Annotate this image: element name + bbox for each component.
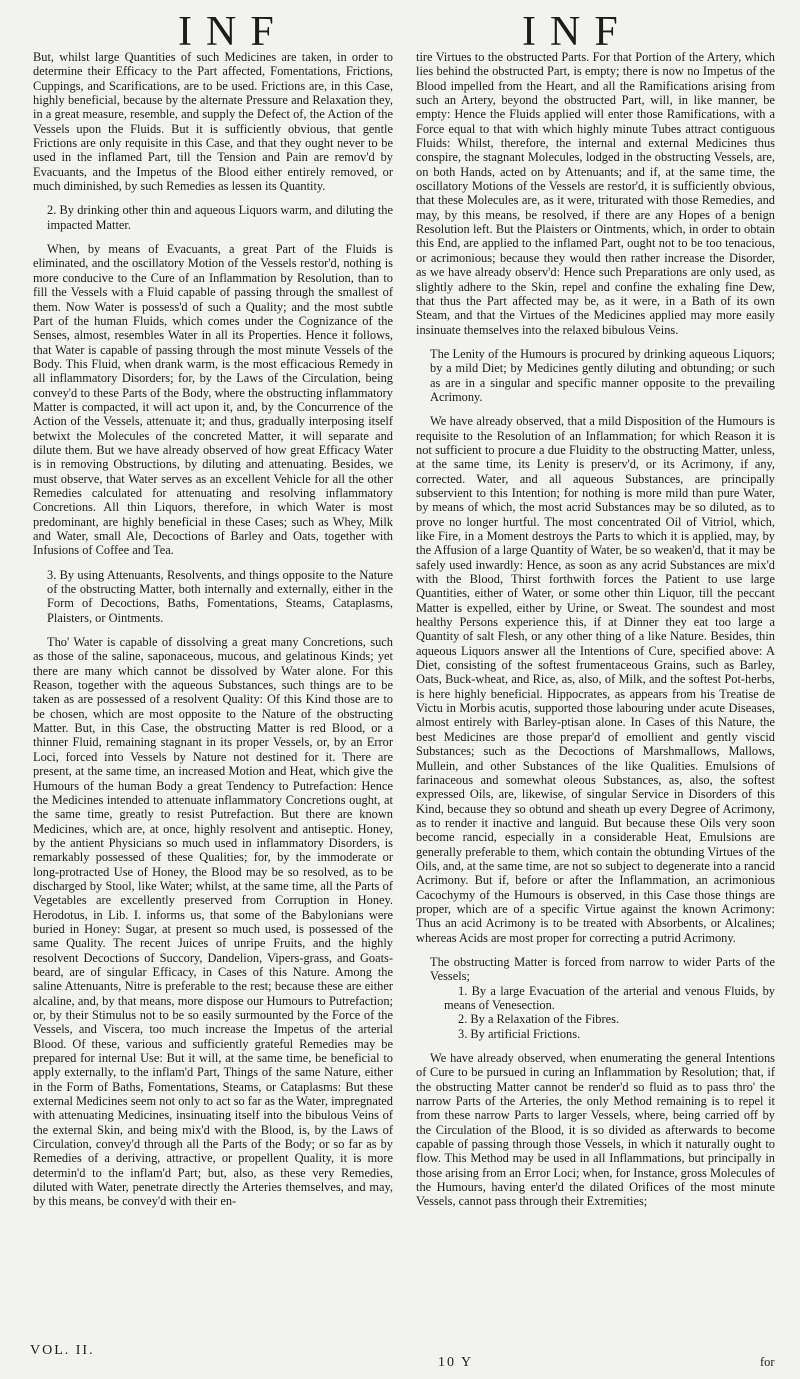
paragraph: tire Virtues to the obstructed Parts. For that Portion of the Artery, which lies behind the obstructed Part, is empty; there is now no Impetus of the Blood impelled from the Heart, and all the Ramifications arising from such an Artery, beyond the obstructed Part, will, in like manner, be empty: Hence the Fluids applied will enter those Ramifications, with a Force equal to that with which highly minute Tubes attract contiguous Fluids: Whilst, therefore, the internal and external Medicines thus conspire, the stagnant Molecules, lodged in the obstructing Vessels, are, on both Hands, acted on by Attenuants; and if, at the same time, the oscillatory Motions of the Vessels are restor'd, it is sufficiently obvious, that these Molecules are, as it were, triturated with those Remedies, and may, by this means, be resolved, if there are any Hopes of a benign Resolution left. But the Plaisters or Ointments, which, in order to obtain this End, are applied to the inflamed Part, ought not to be too tenacious, or acrimonious; because they would then rather increase the Disorder, as we have already observ'd: Hence such Preparations are only used, as slightly adhere to the Skin, repel and confine the exhaling fine Dew, that thus the Part affected may be, as it were, in a Bath of its own Steam, and that the Virtues of the Medicines applied may more easily insinuate themselves into the relaxed bibulous Veins. bbox=[416, 50, 775, 337]
paragraph: Tho' Water is capable of dissolving a great many Concretions, such as those of the saline, saponaceous, mucous, and gelatinous Kinds; yet there are many which cannot be dissolved by Water alone. For this Reason, together with the aqueous Substances, such things are to be taken as are possessed of a resolvent Quality: Of this Kind those are to be chosen, which are most opposite to the Nature of the obstructing Matter. But, in this Case, the obstructing Matter is red Blood, or a thinner Fluid, remaining stagnant in its proper Vessels, or, by an Error Loci, forced into Vessels by Nature not destined for it. There are present, at the same time, an increased Motion and Heat, which give the Humours of the human Body a great Tendency to Putrefaction: Hence the Medicines intended to attenuate inflammatory Concretions ought, at the same time, greatly to resist Putrefaction. But there are known Medicines, which are, at once, highly resolvent and antiseptic. Honey, by the antient Physicians so much used in inflammatory Disorders, is remarkably possessed of these Qualities; for, by the immoderate or long-protracted Use of Honey, the Blood may be so resolved, as to be discharged by Stool, like Water; whilst, at the same time, all the Parts of Vegetables are excellently preserved from Corruption in Honey. Herodotus, in Lib. I. informs us, that some of the Babylonians were buried in Honey: Sugar, at present so much used, is possessed of the same Quality. The recent Juices of unripe Fruits, and the highly resolvent Decoctions of Succory, Dandelion, Vipers-grass, and Goats-beard, are of singular Efficacy, in Cases of this Nature. Among the saline Attenuants, Nitre is preferable to the rest; because these are either alcaline, and, by that means, more dispose our Humours to Putrefaction; or, by their Stimulus not to be so easily surmounted by the Force of the Vessels, and Viscera, too much increase the Impetus of the arterial Blood. Of these, various and sufficiently grateful Remedies may be prepared for internal Use: But it will, at the same time, be beneficial to apply externally, to the inflam'd Part, Things of the same Nature, either in the Form of Baths, Fomentations, Steams, or Cataplasms: But these external Medicines seem not only to act so far as the Water, impregnated with attenuating Medicines, insinuating itself into the bibulous Veins of the external Skin, and being mix'd with the Blood, is, by the Laws of Circulation, convey'd through all the Parts of the Body; or so far as by Remedies of a deriving, attractive, or propellent Quality, it is more determin'd to the inflam'd Part; but, also, as these very Remedies, diluted with Water, penetrate directly the Arteries themselves, and may, by this means, be convey'd with their en- bbox=[33, 635, 393, 1209]
rule-heading: The Lenity of the Humours is procured by drinking aqueous Liquors; by a mild Diet; by Medicines gently diluting and obtunding; or such as are in a singular and specific manner opposite to the prevailing Acrimony. bbox=[430, 346, 775, 404]
paragraph: We have already observed, that a mild Disposition of the Humours is requisite to the Resolution of an Inflammation; for which Reason it is not sufficient to procure a due Fluidity to the obstructing Matter, unless, at the same time, its Lenity is preserv'd, or its Acrimony, if any, corrected. Water, and all aqueous Substances, are principally subservient to this Intention; for nothing is more mild than pure Water, by means of which, the most acrid Substances may be so diluted, as to prove no longer hurtful. The most concentrated Oil of Vitriol, which, like Fire, in a Moment destroys the Parts to which it is applied, may, by the Affusion of a large Quantity of Water, be so weaken'd, that it may be safely used inwardly: Hence, as soon as any acrid Substances are mix'd with the Blood, Thirst forthwith forces the Patient to use large Quantities, either of Water, or some other thin Liquor, till the peccant Matter is expelled, either by Urine, or Sweat. The soundest and most healthy Persons experience this, if at Dinner they eat too large a Quantity of salt Flesh, or any other thing of a like Nature. Besides, thin aqueous Liquors answer all the Intentions of Cure, specified above: A Diet, consisting of the softest frumentaceous Grains, such as Barley, Oats, Buck-wheat, and Rice, as, also, of Milk, and the softest Pot-herbs, is here highly beneficial. Hippocrates, as appears from his Treatise de Victu in Morbis acutis, supported those labouring under acute Diseases, almost entirely with Barley-ptisan alone. In Cases of this Nature, the best Medicines are those prepar'd of emollient and gently viscid Substances; such as the Decoctions of Marshmallows, Mallows, Mullein, and other Substances of the like Qualities. Emulsions of farinaceous and somewhat oleous Substances, as, also, the softest expressed Oils, are, likewise, of singular Service in Disorders of this Kind, because they so obtund and sheath up every Degree of Acrimony, as to render it inactive and languid. But because these Oils very soon become rancid, especially in a considerable Heat, Emulsions are generally preferable to them, which contain the obtunding Virtues of the Oils, and, at the same time, are not so subject to degenerate into a rancid Acrimony. But if, before or after the Inflammation, an acrimonious Cacochymy of the Humours is observed, in this Case those things are proper, which are of a specific Virtue against the known Acrimony: Thus an acid Acrimony is to be treated with Absorbents, or Alcalines; whereas Acids are most proper for correcting a putrid Acrimony. bbox=[416, 414, 775, 945]
volume-label: VOL. II. bbox=[30, 1343, 95, 1358]
rule-heading: 2. By drinking other thin and aqueous Liquors warm, and diluting the impacted Matter. bbox=[47, 203, 393, 232]
paragraph: We have already observed, when enumerating the general Intentions of Cure to be pursued in curing an Inflammation by Resolution; that, if the obstructing Matter cannot be render'd so fluid as to pass thro' the narrow Parts of the Arteries, the only Method remaining is to repel it from these narrow Parts to larger Vessels, where, being carried off by the Circulation of the Blood, it is so divided as afterwards to become capable of passing through those Vessels, in which it naturally ought to flow. This Method may be used in all Inflammations, but principally in those arising from an Error Loci; when, for Instance, gross Molecules of the Humours, having enter'd the dilated Orifices of the most minute Vessels, cannot pass through their Extremities; bbox=[416, 1051, 775, 1209]
paragraph: But, whilst large Quantities of such Medicines are taken, in order to determine their Efficacy to the Part affected, Fomentations, Frictions, Cuppings, and Scarifications, are to be used. Frictions are, in this Case, highly beneficial, because by the alternate Pressure and Relaxation they, in a great measure, resemble, and supply the Defect of, the Action of the Vessels upon the Fluids. But it is sufficiently obvious, that gentle Frictions are only requisite in this Case, and that they ought never to be used in the inflamed Part, till the Tension and Pain are remov'd by Evacuants, and the Impetus of the Blood either entirely removed, or much diminished, by such Remedies as lessen its Quantity. bbox=[33, 50, 393, 194]
catchword: for bbox=[760, 1355, 775, 1369]
list-item: 1. By a large Evacuation of the arterial and venous Fluids, by means of Venesection. bbox=[444, 983, 775, 1012]
rule-heading: 3. By using Attenuants, Resolvents, and things opposite to the Nature of the obstructing Matter, both internally and externally, either in the Form of Decoctions, Baths, Fomentations, Steams, Cataplasms, Plaisters, or Ointments. bbox=[47, 567, 393, 625]
running-head-right: INF bbox=[522, 9, 632, 55]
right-column bbox=[416, 50, 775, 1209]
signature-mark: 10 Y bbox=[438, 1355, 474, 1370]
paragraph: When, by means of Evacuants, a great Part of the Fluids is eliminated, and the oscillatory Motion of the Vessels restor'd, nothing is more conducive to the Cure of an Inflammation by Resolution, than to fill the Vessels with a Fluid capable of passing through the smallest of them. Now Water is possess'd of such a Quality; and the most subtle Part of the human Fluids, which comes under the Cognizance of the Senses, almost, resembles Water in all its Properties. Hence it follows, that Water is capable of passing through the most minute Vessels of the Body. This Fluid, when drank warm, is the most efficacious Remedy in all inflammatory Disorders; for, by the Laws of the Circulation, being convey'd to these Parts of the Body, where the obstructing inflammatory Matter is compacted, it will act upon it, and, by the Concurrence of the Action of the Vessels, attenuate it; and thus, gradually interposing itself betwixt the Molecules of the concreted Matter, it will separate and dilute them. But we have already observed of how great Efficacy Water is in removing Obstructions, by diluting and attenuating. Besides, we must observe, that Water serves as an excellent Vehicle for all the other Remedies calculated for attenuating and resolving inflammatory Concretions. All thin Liquors, therefore, in which Water is most predominant, are highly beneficial in these Cases; such as Whey, Milk and Water, small Ale, Decoctions of Barley and Oats, together with Infusions of Coffee and Tea. bbox=[33, 242, 393, 558]
list-item: 3. By artificial Frictions. bbox=[458, 1026, 581, 1041]
rule-heading: The obstructing Matter is forced from narrow to wider Parts of the Vessels; bbox=[430, 954, 775, 984]
running-head-left: INF bbox=[178, 9, 288, 55]
left-column bbox=[33, 50, 393, 1209]
list-item: 2. By a Relaxation of the Fibres. bbox=[458, 1012, 620, 1027]
